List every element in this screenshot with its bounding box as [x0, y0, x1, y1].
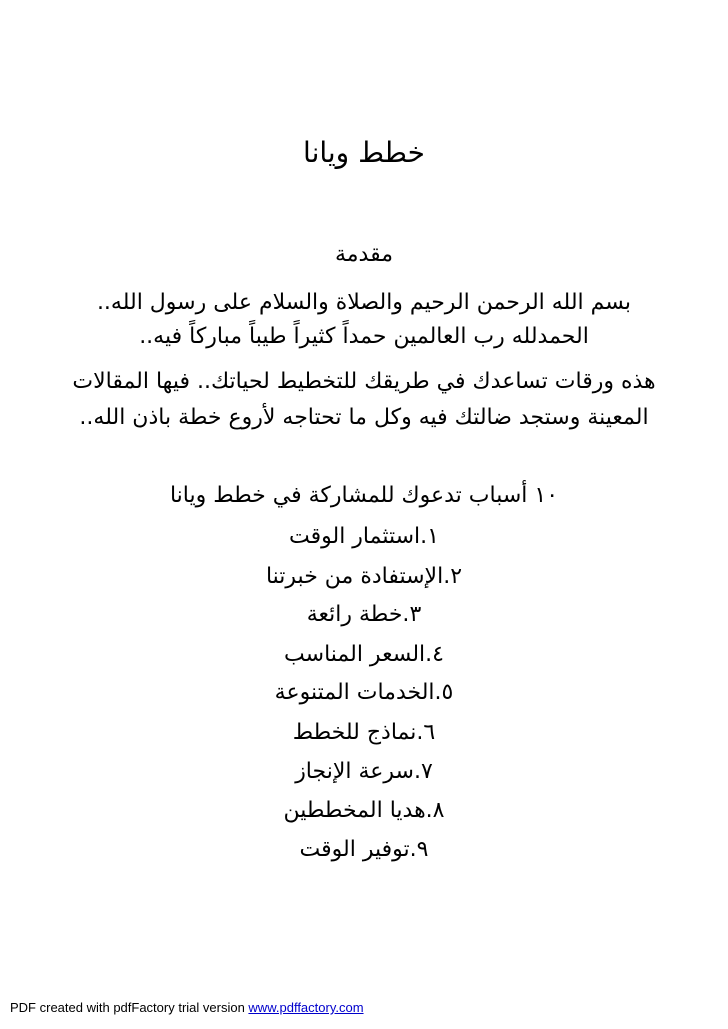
list-item: ٥.الخدمات المتنوعة — [274, 680, 454, 705]
intro-heading: مقدمة — [334, 242, 394, 267]
intro-line-2: الحمدلله رب العالمين حمداً كثيراً طيباً مباركاً فيه.. — [139, 324, 589, 349]
reasons-heading: ١٠ أسباب تدعوك للمشاركة في خطط ويانا — [169, 483, 559, 508]
list-item: ١.استثمار الوقت — [289, 524, 439, 549]
document-title: خطط ويانا — [303, 136, 425, 169]
list-item: ٩.توفير الوقت — [299, 837, 429, 862]
list-item: ٦.نماذج للخطط — [292, 720, 436, 745]
list-item: ٨.هديا المخططين — [283, 798, 445, 823]
list-item: ٢.الإستفادة من خبرتنا — [265, 564, 463, 589]
footer-text: PDF created with pdfFactory trial version — [10, 1000, 249, 1015]
footer-link[interactable]: www.pdffactory.com — [248, 1000, 364, 1015]
intro-line-1: بسم الله الرحمن الرحيم والصلاة والسلام على رسول الله.. — [96, 290, 632, 315]
pdf-footer — [10, 1000, 364, 1015]
list-item: ٣.خطة رائعة — [306, 602, 422, 627]
list-item: ٧.سرعة الإنجاز — [295, 759, 433, 784]
list-item: ٤.السعر المناسب — [284, 642, 444, 667]
intro-line-4: المعينة وستجد ضالتك فيه وكل ما تحتاجه لأروع خطة باذن الله.. — [79, 405, 649, 430]
intro-line-3: هذه ورقات تساعدك في طريقك للتخطيط لحياتك.. فيها المقالات — [72, 369, 656, 394]
